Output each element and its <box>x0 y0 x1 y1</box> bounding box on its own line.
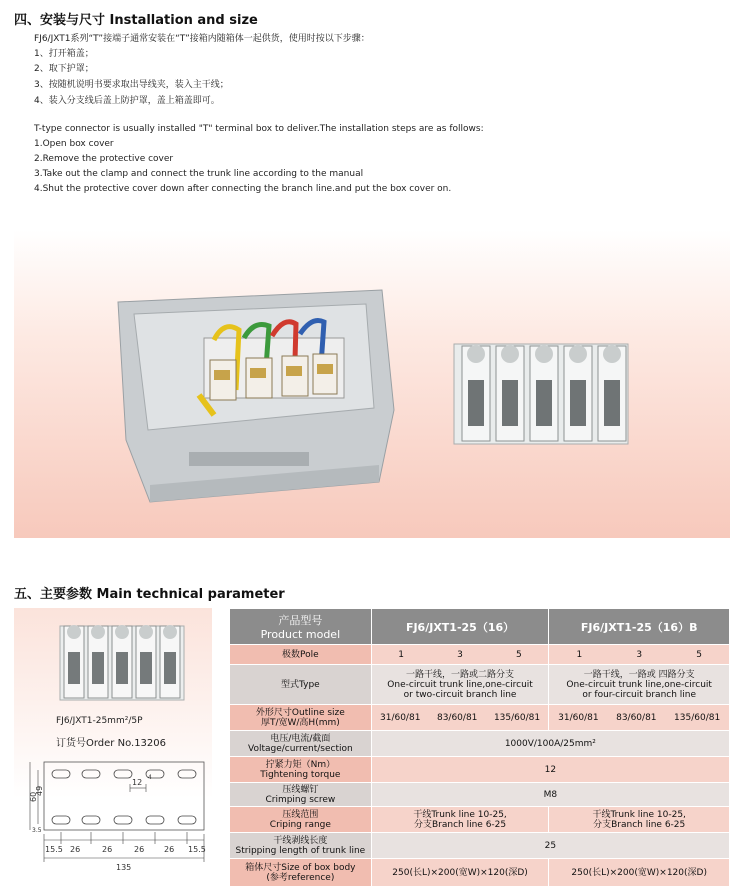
table-row: 型式Type 一路干线，一路或二路分支 One-circuit trunk line,one-circuit or two-circuit branch line 一路干线，一路或 四路分支 One-circuit trunk line,one-circuit or four-circuit branch line <box>230 665 730 705</box>
product-thumbnail <box>58 620 188 706</box>
dim-height-outer: 60 <box>29 791 38 802</box>
cn-intro: FJ6/JXT1系列“T”接端子通常安装在“T”接箱内随箱体一起供货，使用时按以下步骤： <box>34 34 370 44</box>
screw-value: M8 <box>371 783 729 807</box>
box-value-a: 250(长L)×200(宽W)×120(深D) <box>371 859 549 887</box>
order-number: 订货号Order No.13206 <box>56 738 167 749</box>
section-5-title: 五、主要参数 Main technical parameter <box>14 587 285 602</box>
row-label-strip: 干线剥线长度 Stripping length of trunk line <box>230 833 372 859</box>
dim-12: 12 <box>132 778 143 787</box>
product-panel <box>14 608 212 880</box>
spec-table <box>229 608 730 887</box>
row-label-pole: 极数Pole <box>230 645 372 665</box>
terminal-block-image <box>454 344 628 444</box>
product-photo-band <box>14 230 730 538</box>
cn-step-4: 4、装入分支线后盖上防护罩，盖上箱盖即可。 <box>34 96 220 106</box>
header-model-b: FJ6/JXT1-25（16）B <box>549 609 730 645</box>
table-row: 外形尺寸Outline size 厚T/宽W/高H(mm) 31/60/81 83/60/81 135/60/81 31/60/81 83/60/81 135/60/81 <box>230 705 730 731</box>
dim-bottom-3: 26 <box>102 845 113 854</box>
strip-value: 25 <box>371 833 729 859</box>
section-4-title: 四、安装与尺寸 Installation and size <box>14 13 258 28</box>
table-header-row <box>230 609 730 645</box>
header-model-a: FJ6/JXT1-25（16） <box>371 609 549 645</box>
dimension-drawing <box>18 758 212 880</box>
product-caption: FJ6/JXT1-25mm²/5P <box>56 716 143 726</box>
row-label-voltage: 电压/电流/截面 Voltage/current/section <box>230 731 372 757</box>
row-label-range: 压线范围 Criping range <box>230 807 372 833</box>
cn-step-2: 2、取下护罩； <box>34 64 94 74</box>
dim-bottom-5: 26 <box>164 845 175 854</box>
row-label-box: 箱体尺寸Size of box body (参考reference) <box>230 859 372 887</box>
en-step-4: 4.Shut the protective cover down after connecting the branch line.and put the box cover on. <box>34 184 452 194</box>
row-label-outline: 外形尺寸Outline size 厚T/宽W/高H(mm) <box>230 705 372 731</box>
table-row <box>230 833 730 859</box>
product-photo <box>14 230 730 538</box>
header-product-model: 产品型号 Product model <box>230 609 372 645</box>
voltage-value: 1000V/100A/25mm² <box>371 731 729 757</box>
row-label-torque: 拧紧力矩（Nm） Tightening torque <box>230 757 372 783</box>
row-label-screw: 压线螺钉 Crimping screw <box>230 783 372 807</box>
table-row <box>230 783 730 807</box>
table-row: 压线范围 Criping range 干线Trunk line 10-25, 分支Branch line 6-25 干线Trunk line 10-25, 分支Branch line 6-25 <box>230 807 730 833</box>
en-step-3: 3.Take out the clamp and connect the trunk line according to the manual <box>34 169 364 179</box>
row-label-type: 型式Type <box>230 665 372 705</box>
cn-step-1: 1、打开箱盖； <box>34 49 94 59</box>
en-intro: T-type connector is usually installed "T" terminal box to deliver.The installation steps are as follows: <box>34 124 484 134</box>
box-value-b: 250(长L)×200(宽W)×120(深D) <box>549 859 730 887</box>
table-row <box>230 859 730 887</box>
cn-step-3: 3、按随机说明书要求取出导线夹，装入主干线； <box>34 80 229 90</box>
dim-bottom-4: 26 <box>134 845 145 854</box>
dim-4: 4 <box>148 774 152 781</box>
table-row <box>230 731 730 757</box>
table-row <box>230 757 730 783</box>
dim-bottom-1: 15.5 <box>45 845 63 854</box>
table-row: 极数Pole 1 3 5 1 3 5 <box>230 645 730 665</box>
dim-bottom-6: 15.5 <box>188 845 206 854</box>
torque-value: 12 <box>371 757 729 783</box>
en-step-2: 2.Remove the protective cover <box>34 154 174 164</box>
dim-overall-width: 135 <box>116 863 132 872</box>
junction-box-image <box>118 290 394 502</box>
dim-height-inner: 49 <box>35 785 44 796</box>
en-step-1: 1.Open box cover <box>34 139 114 149</box>
dim-bottom-2: 26 <box>70 845 81 854</box>
dim-35: 3.5 <box>32 827 42 834</box>
